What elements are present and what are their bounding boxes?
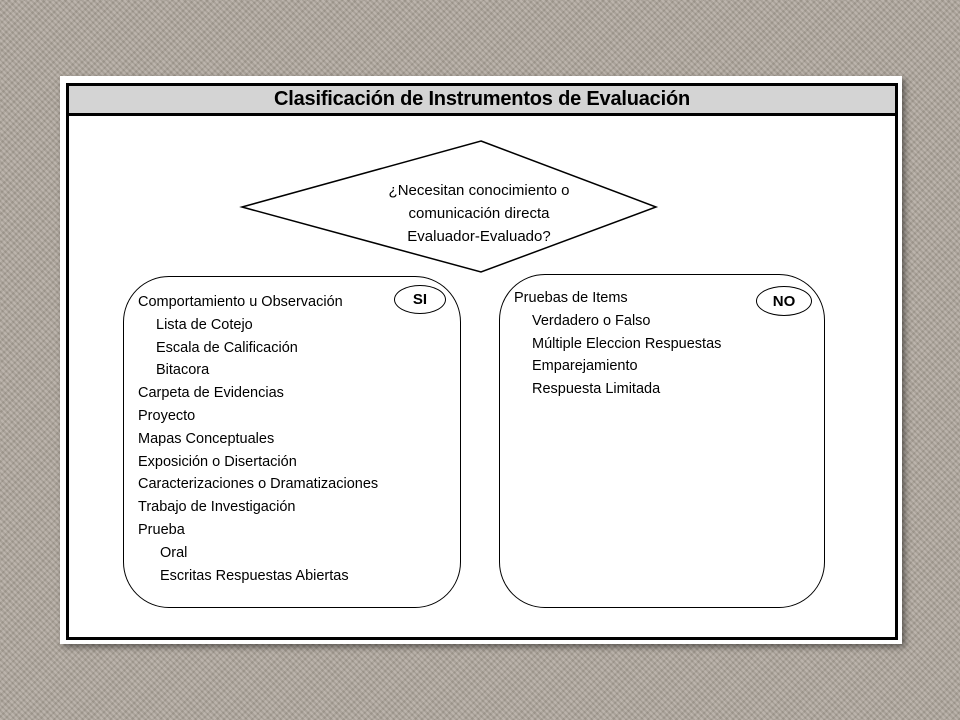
- no-badge: NO: [756, 286, 812, 316]
- list-item: Lista de Cotejo: [156, 316, 253, 333]
- list-item: Prueba: [138, 521, 185, 538]
- list-item: Verdadero o Falso: [532, 312, 651, 329]
- list-item: Comportamiento u Observación: [138, 294, 343, 310]
- list-item: Oral: [160, 544, 188, 561]
- list-item: Bitacora: [156, 362, 210, 379]
- yes-branch-box: [123, 276, 461, 608]
- diagram-frame: [66, 83, 898, 640]
- list-item: Respuesta Limitada: [532, 381, 661, 398]
- list-item: Múltiple Eleccion Respuestas: [532, 335, 722, 352]
- list-item: Emparejamiento: [532, 358, 638, 375]
- question-line: Evaluador-Evaluado?: [407, 228, 551, 245]
- list-item: Trabajo de Investigación: [138, 499, 296, 516]
- list-item: Carpeta de Evidencias: [138, 385, 284, 402]
- list-item: Mapas Conceptuales: [138, 430, 275, 447]
- no-branch-box: [499, 274, 825, 608]
- decision-question: [329, 179, 629, 248]
- question-line: ¿Necesitan conocimiento o: [388, 182, 570, 199]
- no-instrument-list: [514, 287, 721, 401]
- list-item: Escritas Respuestas Abiertas: [160, 567, 349, 584]
- list-item: Caracterizaciones o Dramatizaciones: [138, 476, 379, 493]
- slide: [60, 76, 902, 644]
- list-item: Escala de Calificación: [156, 339, 298, 356]
- yes-instrument-list: [138, 291, 378, 587]
- list-item: Exposición o Disertación: [138, 453, 297, 470]
- list-item: Pruebas de Items: [514, 290, 628, 306]
- diagram-title: Clasificación de Instrumentos de Evaluación: [274, 88, 690, 110]
- question-line: comunicación directa: [408, 205, 550, 222]
- list-item: Proyecto: [138, 407, 196, 424]
- yes-badge: SI: [394, 285, 446, 314]
